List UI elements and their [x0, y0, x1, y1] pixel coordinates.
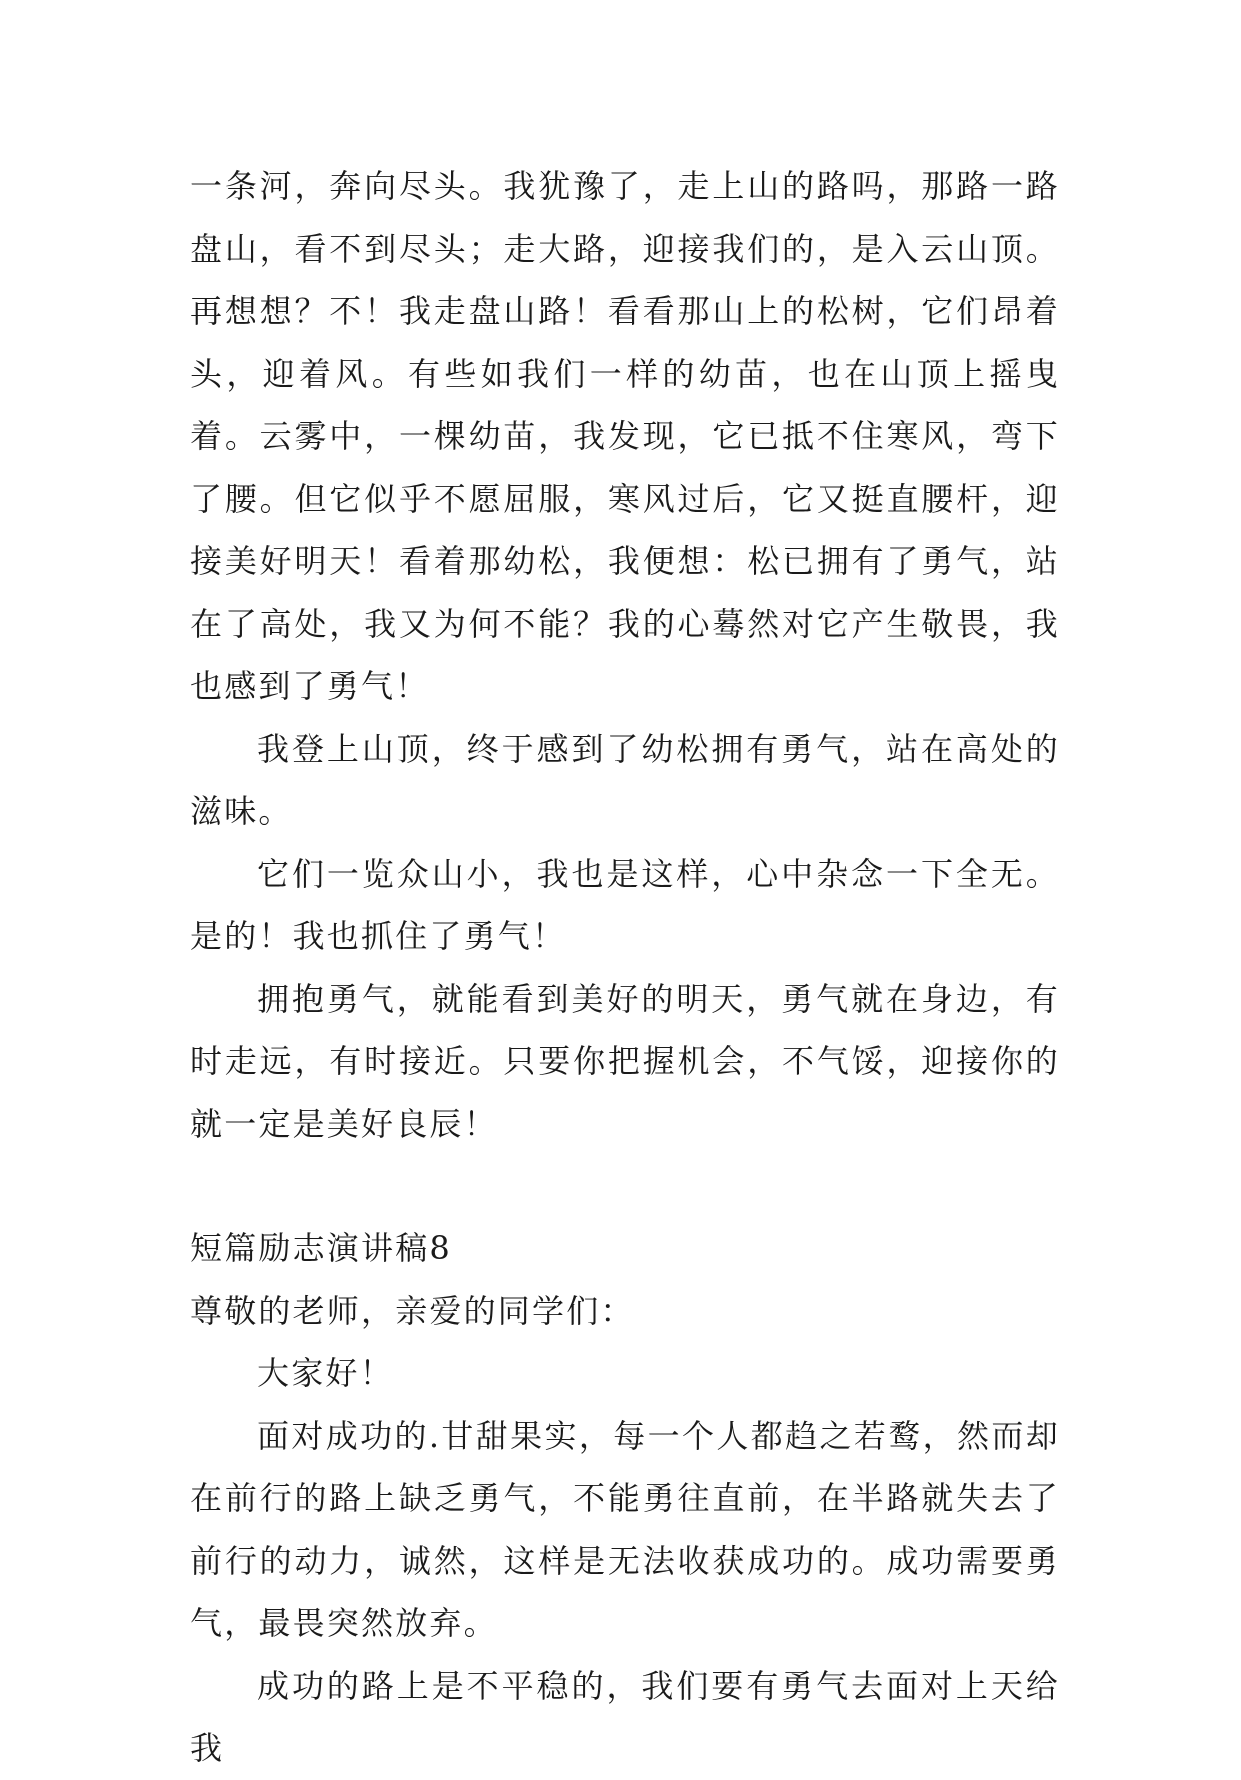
paragraph-success-road: 成功的路上是不平稳的，我们要有勇气去面对上天给我	[190, 1666, 1060, 1767]
salutation: 尊敬的老师，亲爱的同学们：	[190, 1291, 635, 1330]
greeting: 大家好！	[257, 1354, 394, 1392]
document-body	[190, 155, 1060, 1780]
paragraph-success-fruit: 面对成功的.甘甜果实，每一个人都趋之若鹜，然而却在前行的路上缺乏勇气，不能勇往直前，在半路就失去了前行的动力，诚然，这样是无法收获成功的。成功需要勇气，最畏突然放弃。	[190, 1416, 1060, 1642]
paragraph-summit: 我登上山顶，终于感到了幼松拥有勇气，站在高处的滋味。	[190, 729, 1060, 830]
paragraph-continued: 一条河，奔向尽头。我犹豫了，走上山的路吗，那路一路盘山，看不到尽头；走大路，迎接我们的，是入云山顶。再想想？不！我走盘山路！看看那山上的松树，它们昂着头，迎着风。有些如我们一样的幼苗，也在山顶上摇曳着。云雾中，一棵幼苗，我发现，它已抵不住寒风，弯下了腰。但它似乎不愿屈服，寒风过后，它又挺直腰杆，迎接美好明天！看着那幼松，我便想：松已拥有了勇气，站在了高处，我又为何不能？我的心蓦然对它产生敬畏，我也感到了勇气！	[190, 167, 1060, 705]
section-title: 短篇励志演讲稿8	[190, 1229, 452, 1267]
paragraph-embrace-courage: 拥抱勇气，就能看到美好的明天，勇气就在身边，有时走远，有时接近。只要你把握机会，不气馁，迎接你的就一定是美好良辰！	[190, 979, 1060, 1143]
section-gap	[190, 1155, 1060, 1217]
paragraph-overlook: 它们一览众山小，我也是这样，心中杂念一下全无。是的！我也抓住了勇气！	[190, 854, 1060, 955]
